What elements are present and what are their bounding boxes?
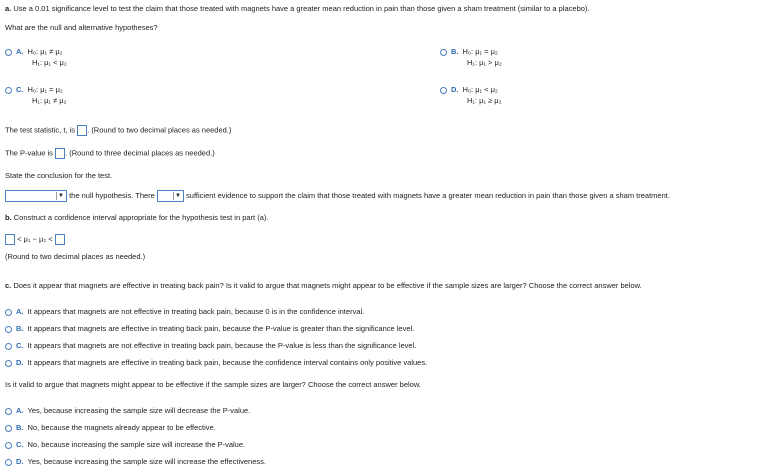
hyp-option-a[interactable] [5, 47, 63, 57]
hyp-option-b[interactable] [440, 47, 498, 57]
hyp-option-a-alt: H₁: μ₁ < μ₂ [32, 58, 67, 67]
option-text: Yes, because increasing the sample size will increase the effectiveness. [27, 457, 266, 466]
conclusion-row [5, 190, 670, 202]
option-letter: A. [16, 307, 24, 316]
hyp-null: H₀: μ₁ < μ₂ [462, 85, 498, 94]
radio-icon[interactable] [5, 309, 12, 316]
pvalue-input[interactable] [55, 148, 65, 159]
ci-row [5, 234, 65, 245]
option-letter: B. [16, 324, 24, 333]
conclusion-label: State the conclusion for the test. [5, 171, 113, 180]
hyp-option-c[interactable] [5, 85, 63, 95]
option-text: It appears that magnets are not effective in treating back pain, because 0 is in the confidence interval. [27, 307, 365, 316]
radio-icon[interactable] [5, 425, 12, 432]
hyp-null: H₀: μ₁ ≠ μ₂ [27, 47, 63, 56]
question-intro [5, 4, 590, 13]
part-c-prompt: c. Does it appear that magnets are effective in treating back pain? Is it valid to argue that magnets might appear to be effective if the sample sizes are larger? Choose the correct answer below. [5, 281, 642, 290]
evidence-select[interactable] [157, 190, 184, 202]
pvalue-hint: (Round to three decimal places as needed.) [69, 148, 215, 158]
conclusion-end-text: sufficient evidence to support the claim that those treated with magnets have a greater mean reduction in pain than those given a sham treatment. [186, 190, 670, 200]
ci-middle-text: < μ₁ − μ₂ < [17, 234, 53, 244]
part-b-prompt: b. Construct a confidence interval appropriate for the hypothesis test in part (a). [5, 213, 269, 222]
option-letter: D. [16, 457, 24, 466]
option-letter: C. [16, 341, 24, 350]
c-option-c[interactable] [5, 341, 416, 350]
radio-icon[interactable] [440, 49, 447, 56]
hyp-null: H₀: μ₁ = μ₂ [462, 47, 498, 56]
ci-lower-input[interactable] [5, 234, 15, 245]
conclusion-mid-text: the null hypothesis. There [69, 190, 155, 200]
d-option-d[interactable] [5, 457, 266, 466]
d-option-c[interactable] [5, 440, 245, 449]
option-text: It appears that magnets are effective in treating back pain, because the P-value is greater than the significance level. [27, 324, 415, 333]
radio-icon[interactable] [5, 408, 12, 415]
dropdown-arrow-icon: ▼ [173, 192, 182, 200]
option-letter: C. [16, 85, 24, 94]
radio-icon[interactable] [5, 326, 12, 333]
pvalue-label: The P-value is [5, 148, 53, 158]
d-option-b[interactable] [5, 423, 216, 432]
c-option-b[interactable] [5, 324, 414, 333]
intro-text: a. Use a 0.01 significance level to test the claim that those treated with magnets have a greater mean reduction in pain than those given a sham treatment (similar to a placebo). [5, 4, 590, 13]
radio-icon[interactable] [440, 87, 447, 94]
radio-icon[interactable] [5, 442, 12, 449]
dropdown-arrow-icon: ▼ [56, 192, 65, 200]
hypotheses-question: What are the null and alternative hypotheses? [5, 23, 158, 32]
radio-icon[interactable] [5, 49, 12, 56]
hyp-option-b-alt: H₁: μ₁ > μ₂ [467, 58, 502, 67]
d-option-a[interactable] [5, 406, 250, 415]
radio-icon[interactable] [5, 343, 12, 350]
option-letter: A. [16, 406, 24, 415]
radio-icon[interactable] [5, 459, 12, 466]
hyp-null: H₀: μ₁ = μ₂ [27, 85, 63, 94]
option-text: Yes, because increasing the sample size will decrease the P-value. [27, 406, 251, 415]
option-text: No, because the magnets already appear to be effective. [27, 423, 216, 432]
hyp-option-d-alt: H₁: μ₁ ≥ μ₂ [467, 96, 502, 105]
option-letter: D. [451, 85, 459, 94]
c-option-a[interactable] [5, 307, 364, 316]
option-letter: D. [16, 358, 24, 367]
option-letter: B. [16, 423, 24, 432]
test-statistic-row: The test statistic, t, is . (Round to two decimal places as needed.) [5, 125, 232, 135]
hyp-option-d[interactable] [440, 85, 498, 95]
c-option-d[interactable] [5, 358, 427, 367]
option-letter: C. [16, 440, 24, 449]
hyp-option-c-alt: H₁: μ₁ ≠ μ₂ [32, 96, 67, 105]
option-text: It appears that magnets are effective in treating back pain, because the confidence interval contains only positive values. [27, 358, 428, 367]
ci-upper-input[interactable] [55, 234, 65, 245]
option-text: It appears that magnets are not effective in treating back pain, because the P-value is less than the significance level. [27, 341, 417, 350]
pvalue-row: The P-value is . (Round to three decimal places as needed.) [5, 148, 215, 158]
ci-hint: (Round to two decimal places as needed.) [5, 252, 146, 261]
option-text: No, because increasing the sample size will increase the P-value. [27, 440, 246, 449]
test-stat-label: The test statistic, t, is [5, 125, 76, 135]
radio-icon[interactable] [5, 87, 12, 94]
radio-icon[interactable] [5, 360, 12, 367]
test-stat-input[interactable] [77, 125, 87, 136]
reject-decision-select[interactable] [5, 190, 67, 202]
option-letter: A. [16, 47, 24, 56]
test-stat-hint: (Round to two decimal places as needed.) [91, 125, 232, 135]
valid-question: Is it valid to argue that magnets might appear to be effective if the sample sizes are larger? Choose the correct answer below. [5, 380, 421, 389]
option-letter: B. [451, 47, 459, 56]
